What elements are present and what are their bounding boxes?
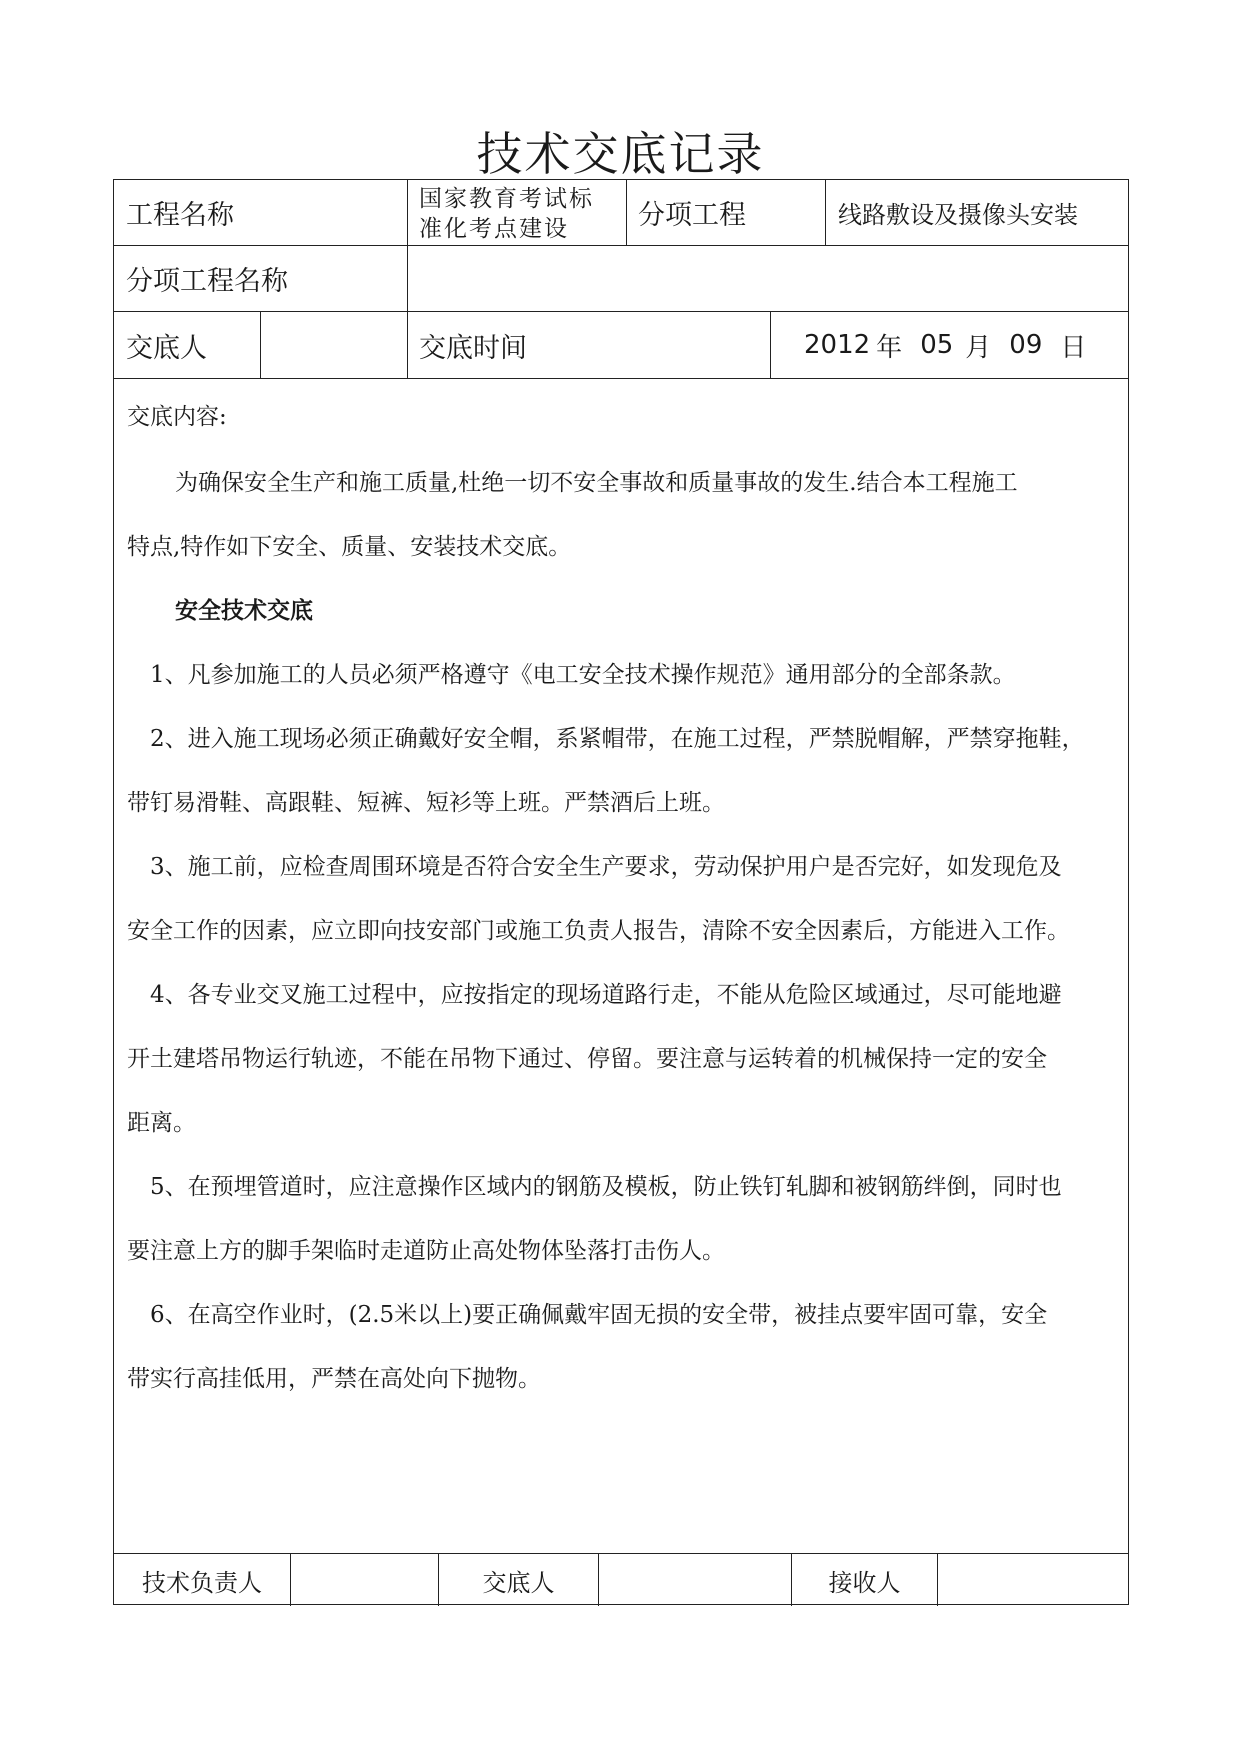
project-name-line: 准化考点建设 <box>419 215 569 242</box>
rule-item: 带实行高挂低用，严禁在高处向下抛物。 <box>127 1366 541 1392</box>
date-year: 2012 <box>804 330 871 360</box>
project-name-value <box>419 182 624 245</box>
discloser-label: 交底人 <box>126 332 207 364</box>
footer-discloser-label: 交底人 <box>482 1568 555 1597</box>
disclosure-form-table <box>113 179 1129 1605</box>
col-divider <box>407 311 408 379</box>
col-divider <box>770 311 771 379</box>
content-heading: 交底内容: <box>127 404 227 430</box>
tech-lead-label: 技术负责人 <box>142 1568 262 1597</box>
disclosure-date <box>804 312 1086 378</box>
disclosure-time-label: 交底时间 <box>419 332 527 364</box>
date-day-char: 日 <box>1060 332 1087 363</box>
rule-item: 1、凡参加施工的人员必须严格遵守《电工安全技术操作规范》通用部分的全部条款。 <box>150 662 1016 688</box>
col-divider <box>407 180 408 246</box>
date-month: 05 <box>920 330 954 360</box>
project-name-line: 国家教育考试标 <box>419 185 594 212</box>
section-heading: 安全技术交底 <box>175 597 313 624</box>
date-day: 09 <box>1009 330 1043 360</box>
date-year-char: 年 <box>876 332 903 363</box>
subproject-label: 分项工程 <box>638 200 746 231</box>
rule-item: 安全工作的因素，应立即向技安部门或施工负责人报告，清除不安全因素后，方能进入工作。 <box>127 918 1070 944</box>
rule-item: 6、在高空作业时，(2.5米以上)要正确佩戴牢固无损的安全带，被挂点要牢固可靠，安全 <box>150 1302 1048 1328</box>
rule-item: 距离。 <box>127 1110 196 1136</box>
col-divider <box>626 180 627 246</box>
footer-discloser-signature <box>599 1554 791 1606</box>
rule-item: 要注意上方的脚手架临时走道防止高处物体坠落打击伤人。 <box>127 1238 725 1264</box>
project-name-label: 工程名称 <box>126 200 234 231</box>
content-paragraph-line: 特点,特作如下安全、质量、安装技术交底。 <box>127 534 572 560</box>
rule-item: 5、在预埋管道时，应注意操作区域内的钢筋及模板，防止铁钉轧脚和被钢筋绊倒，同时也 <box>150 1174 1062 1200</box>
rule-item: 2、进入施工现场必须正确戴好安全帽，系紧帽带，在施工过程，严禁脱帽解，严禁穿拖鞋， <box>150 726 1085 752</box>
col-divider <box>260 311 261 379</box>
tech-lead-signature <box>291 1554 438 1606</box>
rule-item: 开土建塔吊物运行轨迹，不能在吊物下通过、停留。要注意与运转着的机械保持一定的安全 <box>127 1046 1047 1072</box>
col-divider <box>407 245 408 312</box>
rule-item: 带钉易滑鞋、高跟鞋、短裤、短衫等上班。严禁酒后上班。 <box>127 790 725 816</box>
date-month-char: 月 <box>965 332 992 363</box>
content-paragraph-line: 为确保安全生产和施工质量,杜绝一切不安全事故和质量事故的发生.结合本工程施工 <box>175 470 1018 496</box>
subproject-name-label: 分项工程名称 <box>126 266 288 297</box>
row-divider <box>114 378 1128 379</box>
subproject-value: 线路敷设及摄像头安装 <box>838 201 1078 229</box>
receiver-label: 接收人 <box>828 1568 901 1597</box>
col-divider <box>825 180 826 246</box>
receiver-signature <box>938 1554 1128 1606</box>
rule-item: 4、各专业交叉施工过程中，应按指定的现场道路行走，不能从危险区域通过，尽可能地避 <box>150 982 1062 1008</box>
document-title: 技术交底记录 <box>476 127 765 181</box>
rule-item: 3、施工前，应检查周围环境是否符合安全生产要求，劳动保护用户是否完好，如发现危及 <box>150 854 1062 880</box>
